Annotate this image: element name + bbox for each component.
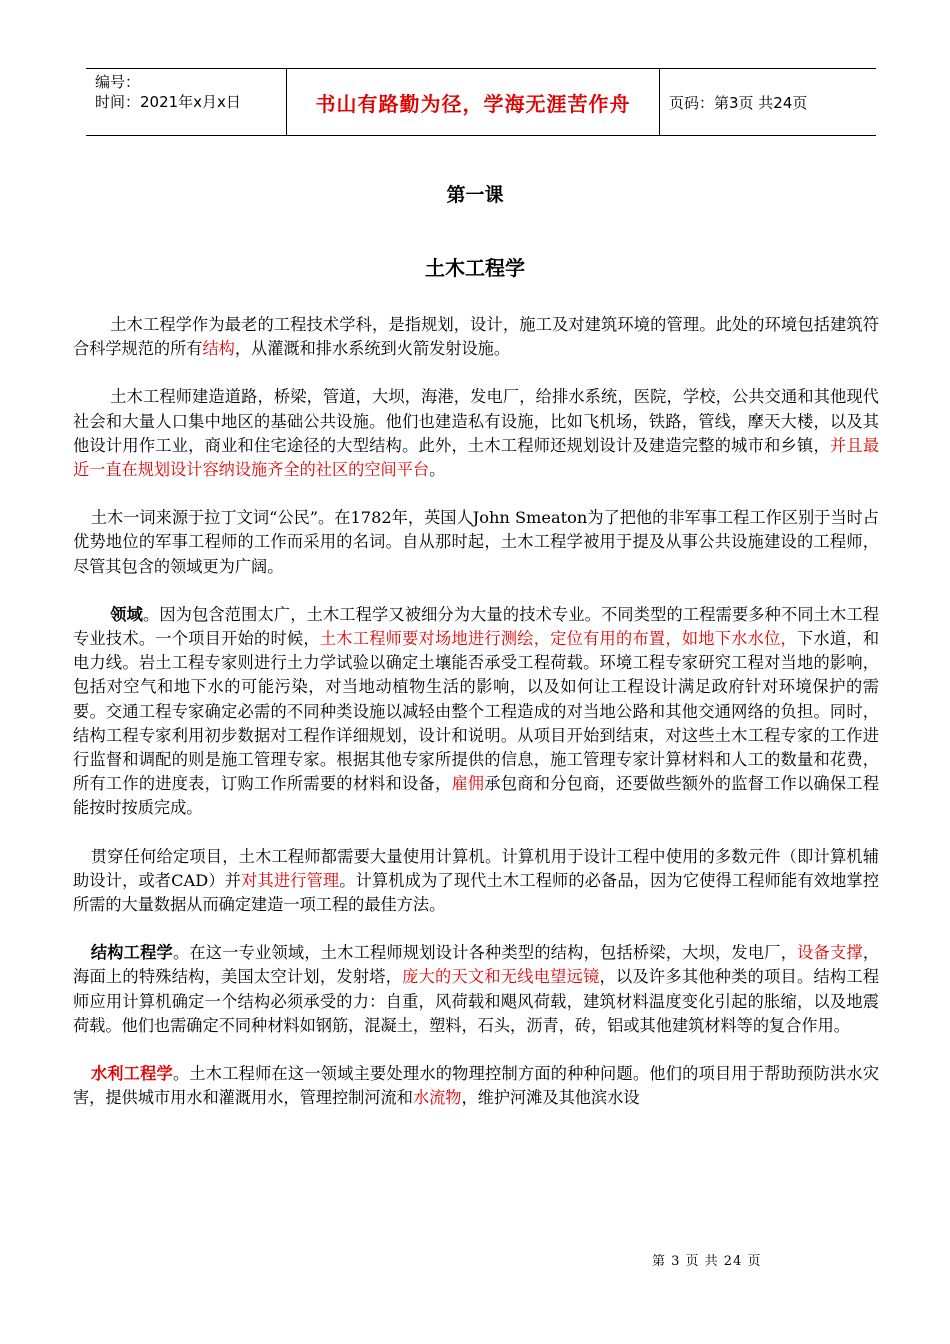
paragraph-etymology bbox=[73, 506, 879, 579]
text-run: 。计算机成为了现代土木工程师的必备品，因为它使得工程师能有效地掌控所需的大量数据从而确定建造一项工程的最佳方法。 bbox=[73, 870, 880, 915]
highlighted-text: 雇佣 bbox=[451, 774, 485, 794]
page-footer: 第 3 页 共 24 页 bbox=[652, 1254, 762, 1269]
header-page-cell bbox=[660, 69, 876, 135]
text-run: ，海面上的特殊结构，美国太空计划，发射塔， bbox=[73, 943, 880, 987]
highlighted-text: 结构 bbox=[202, 339, 235, 359]
text-run: 。在这一专业领域，土木工程师规划设计各种类型的结构，包括桥梁，大坝，发电厂， bbox=[172, 943, 798, 963]
paragraph-fields bbox=[73, 603, 879, 821]
document-code-label: 编号： bbox=[95, 73, 141, 91]
header-meta-cell bbox=[86, 69, 287, 135]
paragraph-structural bbox=[73, 941, 879, 1038]
paragraph-computers bbox=[73, 845, 879, 918]
page-title: 土木工程学 bbox=[425, 256, 525, 280]
text-run: 土木工程学作为最老的工程技术学科，是指规划，设计，施工及对建筑环境的管理。此处的环境包括建筑符合科学规范的所有 bbox=[73, 315, 879, 359]
highlighted-text: 并且最近一直在规划设计容纳设施齐全的社区的空间平台 bbox=[73, 435, 880, 480]
paragraph-hydraulic bbox=[73, 1062, 879, 1110]
section-heading-inline: 水利工程学 bbox=[90, 1064, 173, 1084]
text-run: 。 bbox=[429, 460, 446, 480]
text-run: 土木一词来源于拉丁文词“公民”。在1782年，英国人John Smeaton为了把他的非军事工程工作区别于当时占优势地位的军事工程师的工作而采用的名词。自从那时起，土木工程学被用于提及从事公共设施建设的工程师，尽管其包含的领域更为广阔。 bbox=[73, 508, 879, 576]
section-heading-inline: 领域 bbox=[110, 604, 143, 624]
header-motto: 书山有路勤为径，学海无涯苦作舟 bbox=[315, 91, 631, 116]
text-run: 下水道，和电力线。岩土工程专家则进行土力学试验以确定土壤能否承受工程荷载。环境工程专家研究工程对当地的影响，包括对空气和地下水的可能污染，对当地动植物生活的影响，以及如何让工程设计满足政府针对环境保护的需要。交通工程专家确定必需的不同种类设施以减轻由整个工程造成的对当地公路和其他交通网络的负担。同时，结构工程专家利用初步数据对工程作详细规划，设计和说明。从项目开始到结束，对这些土木工程专家的工作进行监督和调配的则是施工管理专家。根据其他专家所提供的信息，施工管理专家计算材料和人工的数量和花费，所有工作的进度表，订购工作所需要的材料和设备， bbox=[73, 629, 880, 794]
text-run: ，以及许多其他种类的项目。结构工程师应用计算机确定一个结构必须承受的力：自重，风荷载和飓风荷载，建筑材料温度变化引起的胀缩，以及地震荷载。他们也需确定不同种材料如钢筋，混凝土，塑料，石头，沥青，砖，铝或其他建筑材料等的复合作用。 bbox=[73, 967, 880, 1035]
highlighted-text: 庞大的天文和无线电望远镜 bbox=[402, 967, 600, 987]
document-time-label: 时间：2021年x月x日 bbox=[95, 93, 241, 111]
text-run: 承包商和分包商，还要做些额外的监督工作以确保工程能按时按质完成。 bbox=[73, 774, 880, 818]
header-page-number: 页码：第3页 共24页 bbox=[669, 93, 808, 112]
lesson-title: 第一课 bbox=[446, 184, 504, 206]
text-run: 贯穿任何给定项目，土木工程师都需要大量使用计算机。计算机用于设计工程中使用的多数元件（即计算机辅助设计，或者CAD）并 bbox=[73, 846, 879, 890]
document-body bbox=[73, 313, 879, 1134]
header-table bbox=[86, 68, 876, 136]
text-run: ，维护河滩及其他滨水设 bbox=[461, 1088, 640, 1108]
highlighted-text: 对其进行管理 bbox=[241, 870, 340, 890]
text-run: 土木工程师建造道路，桥梁，管道，大坝，海港，发电厂，给排水系统，医院，学校，公共交通和其他现代社会和大量人口集中地区的基础公共设施。他们也建造私有设施，比如飞机场，铁路，管线，摩天大楼，以及其他设计用作工业，商业和住宅途径的大型结构。此外，土木工程师还规划设计及建造完整的城市和乡镇， bbox=[73, 387, 879, 455]
header-motto-cell bbox=[287, 69, 660, 135]
highlighted-text: 水流物 bbox=[412, 1088, 462, 1108]
highlighted-text: 土木工程师要对场地进行测绘，定位有用的布置，如地下水水位， bbox=[319, 629, 798, 649]
text-run: 。因为包含范围太广，土木工程学又被细分为大量的技术专业。不同类型的工程需要多种不同土木工程专业技术。一个项目开始的时候， bbox=[73, 604, 880, 649]
text-run: 。土木工程师在这一领域主要处理水的物理控制方面的种种问题。他们的项目用于帮助预防洪水灾害，提供城市用水和灌溉用水，管理控制河流和 bbox=[73, 1064, 880, 1108]
text-run: ，从灌溉和排水系统到火箭发射设施。 bbox=[234, 339, 511, 359]
section-heading-inline: 结构工程学 bbox=[90, 943, 173, 963]
paragraph-intro bbox=[73, 313, 879, 361]
paragraph-engineers bbox=[73, 385, 879, 482]
highlighted-text: 设备支撑 bbox=[797, 943, 863, 963]
